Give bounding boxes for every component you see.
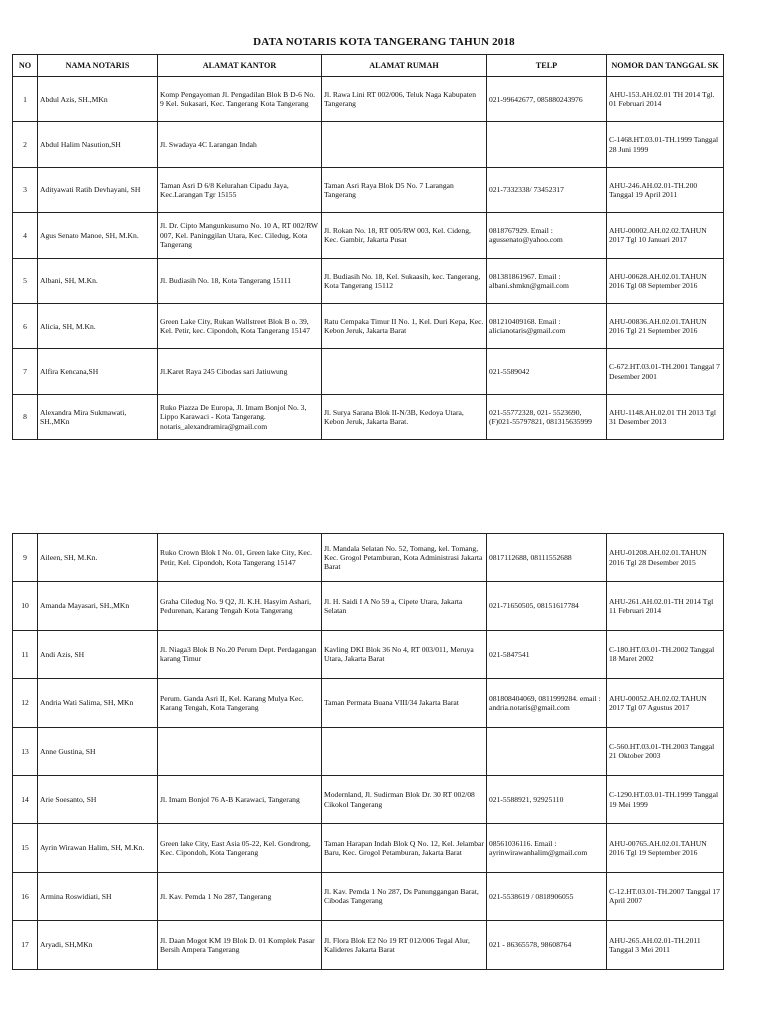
cell-alamat-kantor: Ruko Crown Blok I No. 01, Green lake City, Kec. Petir, Kel. Cipondoh, Kota Tangerang 15147 — [158, 534, 322, 582]
cell-nama-notaris: Armina Roswidiati, SH — [38, 872, 158, 920]
table-row — [13, 921, 724, 969]
cell-alamat-kantor: Jl.Karet Raya 245 Cibodas sari Jatiuwung — [158, 349, 322, 394]
cell-nomor-tanggal-sk: AHU-1148.AH.02.01 TH 2013 Tgl 31 Desember 2013 — [607, 394, 724, 439]
cell-alamat-kantor: Jl. Niaga3 Blok B No.20 Perum Dept. Perdagangan karang Timur — [158, 630, 322, 678]
cell-alamat-rumah: Jl. Rawa Lini RT 002/006, Teluk Naga Kabupaten Tangerang — [322, 77, 487, 122]
header-alamat-rumah: ALAMAT RUMAH — [322, 55, 487, 77]
cell-alamat-kantor: Jl. Imam Bonjol 76 A-B Karawaci, Tangerang — [158, 775, 322, 823]
cell-no: 17 — [13, 921, 38, 969]
cell-alamat-kantor: Ruko Piazza De Europa, Jl. Imam Bonjol No. 3, Lippo Karawaci - Kota Tangerang. notaris_alexandramira@gmail.com — [158, 394, 322, 439]
cell-no: 6 — [13, 303, 38, 348]
table-row — [13, 303, 724, 348]
table-row — [13, 534, 724, 582]
cell-no: 10 — [13, 582, 38, 630]
cell-no: 11 — [13, 630, 38, 678]
cell-telp: 081210409168. Email : alicianotaris@gmail.com — [487, 303, 607, 348]
cell-alamat-kantor: Green lake City, East Asia 05-22, Kel. Gondrong, Kec. Cipondoh, Kota Tangerang — [158, 824, 322, 872]
cell-no: 2 — [13, 122, 38, 167]
cell-alamat-rumah: Jl. Rokan No. 18, RT 005/RW 003, Kel. Cideng, Kec. Gambir, Jakarta Pusat — [322, 213, 487, 258]
cell-nomor-tanggal-sk: C-12.HT.03.01-TH.2007 Tanggal 17 April 2007 — [607, 872, 724, 920]
cell-telp: 021 - 86365578, 98608764 — [487, 921, 607, 969]
cell-nomor-tanggal-sk: C-672.HT.03.01-TH.2001 Tanggal 7 Desember 2001 — [607, 349, 724, 394]
cell-nomor-tanggal-sk: AHU-153.AH.02.01 TH 2014 Tgl. 01 Februari 2014 — [607, 77, 724, 122]
document-title: DATA NOTARIS KOTA TANGERANG TAHUN 2018 — [253, 36, 515, 48]
cell-no: 3 — [13, 167, 38, 212]
cell-nama-notaris: Andria Wati Salima, SH, MKn — [38, 679, 158, 727]
table-header-row — [13, 55, 724, 77]
table-row — [13, 213, 724, 258]
cell-telp — [487, 122, 607, 167]
cell-alamat-rumah: Taman Harapan Indah Blok Q No. 12, Kel. Jelambar Baru, Kec. Grogol Petamburan, Jakarta Barat — [322, 824, 487, 872]
cell-telp: 081381861967. Email : albani.shmkn@gmail.com — [487, 258, 607, 303]
cell-nomor-tanggal-sk: C-180.HT.03.01-TH.2002 Tanggal 18 Maret 2002 — [607, 630, 724, 678]
table-row — [13, 679, 724, 727]
cell-alamat-rumah: Jl. H. Saidi I A No 59 a, Cipete Utara, Jakarta Selatan — [322, 582, 487, 630]
cell-no: 16 — [13, 872, 38, 920]
cell-nama-notaris: Anne Gustina, SH — [38, 727, 158, 775]
cell-no: 13 — [13, 727, 38, 775]
cell-alamat-rumah: Ratu Cempaka Timur II No. 1, Kel. Duri Kepa, Kec. Kebon Jeruk, Jakarta Barat — [322, 303, 487, 348]
cell-alamat-kantor: Jl. Swadaya 4C Larangan Indah — [158, 122, 322, 167]
cell-nama-notaris: Aileen, SH, M.Kn. — [38, 534, 158, 582]
cell-no: 15 — [13, 824, 38, 872]
cell-no: 4 — [13, 213, 38, 258]
cell-nomor-tanggal-sk: C-1468.HT.03.01-TH.1999 Tanggal 28 Juni 1999 — [607, 122, 724, 167]
cell-no: 8 — [13, 394, 38, 439]
cell-alamat-kantor: Jl. Dr. Cipto Mangunkusumo No. 10 A, RT 002/RW 007, Kel. Paninggilan Utara, Kec. Ciledug, Kota Tangerang — [158, 213, 322, 258]
cell-nama-notaris: Alfira Kencana,SH — [38, 349, 158, 394]
cell-telp: 0818767929. Email : agussenato@yahoo.com — [487, 213, 607, 258]
cell-nama-notaris: Andi Azis, SH — [38, 630, 158, 678]
cell-alamat-kantor: Jl. Budiasih No. 18, Kota Tangerang 15111 — [158, 258, 322, 303]
cell-nomor-tanggal-sk: AHU-00836.AH.02.01.TAHUN 2016 Tgl 21 September 2016 — [607, 303, 724, 348]
cell-nama-notaris: Arie Soesanto, SH — [38, 775, 158, 823]
cell-telp: 021-5847541 — [487, 630, 607, 678]
table-row — [13, 122, 724, 167]
cell-alamat-kantor: Graha Ciledug No. 9 Q2, Jl. K.H. Hasyim Ashari, Pedurenan, Karang Tengah Kota Tangerang — [158, 582, 322, 630]
cell-alamat-rumah: Jl. Surya Sarana Blok II-N/3B, Kedoya Utara, Kebon Jeruk, Jakarta Barat. — [322, 394, 487, 439]
cell-nomor-tanggal-sk: AHU-00002.AH.02.02.TAHUN 2017 Tgl 10 Januari 2017 — [607, 213, 724, 258]
cell-alamat-rumah — [322, 349, 487, 394]
cell-nama-notaris: Abdul Azis, SH.,MKn — [38, 77, 158, 122]
table-row — [13, 349, 724, 394]
cell-alamat-rumah: Taman Permata Buana VIII/34 Jakarta Barat — [322, 679, 487, 727]
cell-telp: 021-5588921, 92925110 — [487, 775, 607, 823]
cell-nomor-tanggal-sk: AHU-00765.AH.02.01.TAHUN 2016 Tgl 19 September 2016 — [607, 824, 724, 872]
cell-nama-notaris: Agus Senato Manoe, SH, M.Kn. — [38, 213, 158, 258]
cell-alamat-rumah: Jl. Budiasih No. 18, Kel. Sukaasih, kec. Tangerang, Kota Tangerang 15112 — [322, 258, 487, 303]
table-row — [13, 582, 724, 630]
cell-alamat-rumah — [322, 727, 487, 775]
cell-alamat-rumah: Modernland, Jl. Sudirman Blok Dr. 30 RT 002/08 Cikokol Tangerang — [322, 775, 487, 823]
cell-no: 1 — [13, 77, 38, 122]
table-row — [13, 775, 724, 823]
cell-alamat-rumah: Jl. Mandala Selatan No. 52, Tomang, kel. Tomang, Kec. Grogol Petamburan, Kota Administrasi Jakarta Barat — [322, 534, 487, 582]
cell-nama-notaris: Abdul Halim Nasution,SH — [38, 122, 158, 167]
cell-alamat-kantor: Jl. Kav. Pemda 1 No 287, Tangerang — [158, 872, 322, 920]
cell-no: 9 — [13, 534, 38, 582]
cell-alamat-rumah: Jl. Flora Blok E2 No 19 RT 012/006 Tegal Alur, Kalideres Jakarta Barat — [322, 921, 487, 969]
notary-table-part-1 — [12, 54, 724, 440]
cell-alamat-rumah: Taman Asri Raya Blok D5 No. 7 Larangan Tangerang — [322, 167, 487, 212]
cell-no: 14 — [13, 775, 38, 823]
notary-table-part-2 — [12, 533, 724, 970]
table-row — [13, 872, 724, 920]
cell-no: 5 — [13, 258, 38, 303]
cell-alamat-kantor: Perum. Ganda Asri II, Kel. Karang Mulya Kec. Karang Tengah, Kota Tangerang — [158, 679, 322, 727]
cell-alamat-kantor: Green Lake City, Rukan Wallstreet Blok B o. 39, Kel. Petir, kec. Cipondoh, Kota Tangerang 15147 — [158, 303, 322, 348]
table-row — [13, 727, 724, 775]
table-row — [13, 824, 724, 872]
cell-telp: 021-99642677, 085880243976 — [487, 77, 607, 122]
cell-no: 7 — [13, 349, 38, 394]
table-row — [13, 630, 724, 678]
header-alamat-kantor: ALAMAT KANTOR — [158, 55, 322, 77]
header-nama-notaris: NAMA NOTARIS — [38, 55, 158, 77]
header-nomor-tanggal-sk: NOMOR DAN TANGGAL SK — [607, 55, 724, 77]
cell-telp: 021-55772328, 021- 5523690, (F)021-55797821, 081315635999 — [487, 394, 607, 439]
cell-nama-notaris: Adityawati Ratih Devhayani, SH — [38, 167, 158, 212]
header-telp: TELP — [487, 55, 607, 77]
cell-nomor-tanggal-sk: AHU-261.AH.02.01-TH 2014 Tgl 11 Februari 2014 — [607, 582, 724, 630]
cell-no: 12 — [13, 679, 38, 727]
header-no: NO — [13, 55, 38, 77]
cell-nama-notaris: Amanda Mayasari, SH.,MKn — [38, 582, 158, 630]
table-row — [13, 258, 724, 303]
cell-telp — [487, 727, 607, 775]
cell-nama-notaris: Alexandra Mira Sukmawati, SH.,MKn — [38, 394, 158, 439]
cell-alamat-kantor — [158, 727, 322, 775]
cell-alamat-rumah: Jl. Kav. Pemda 1 No 287, Ds Panunggangan Barat, Cibodas Tangerang — [322, 872, 487, 920]
cell-telp: 08561036116. Email : ayrinwirawanhalim@gmail.com — [487, 824, 607, 872]
cell-nomor-tanggal-sk: AHU-246.AH.02.01-TH.200 Tanggal 19 April 2011 — [607, 167, 724, 212]
cell-nomor-tanggal-sk: AHU-00628.AH.02.01.TAHUN 2016 Tgl 08 September 2016 — [607, 258, 724, 303]
cell-nomor-tanggal-sk: C-560.HT.03.01-TH.2003 Tanggal 21 Oktober 2003 — [607, 727, 724, 775]
table-row — [13, 77, 724, 122]
cell-nama-notaris: Albani, SH, M.Kn. — [38, 258, 158, 303]
cell-nomor-tanggal-sk: C-1290.HT.03.01-TH.1999 Tanggal 19 Mei 1999 — [607, 775, 724, 823]
cell-alamat-kantor: Taman Asri D 6/8 Kelurahan Cipadu Jaya, Kec.Larangan Tgr 15155 — [158, 167, 322, 212]
table-row — [13, 167, 724, 212]
cell-alamat-kantor: Jl. Daan Mogot KM 19 Blok D. 01 Komplek Pasar Bersih Ampera Tangerang — [158, 921, 322, 969]
cell-nomor-tanggal-sk: AHU-01208.AH.02.01.TAHUN 2016 Tgl 28 Desember 2015 — [607, 534, 724, 582]
cell-alamat-rumah: Kavling DKI Blok 36 No 4, RT 003/011, Meruya Utara, Jakarta Barat — [322, 630, 487, 678]
cell-telp: 0817112688, 08111552688 — [487, 534, 607, 582]
cell-telp: 021-71650505, 08151617784 — [487, 582, 607, 630]
cell-nomor-tanggal-sk: AHU-00052.AH.02.02.TAHUN 2017 Tgl 07 Agustus 2017 — [607, 679, 724, 727]
cell-nomor-tanggal-sk: AHU-265.AH.02.01-TH.2011 Tanggal 3 Mei 2011 — [607, 921, 724, 969]
cell-telp: 021-7332338/ 73452317 — [487, 167, 607, 212]
cell-alamat-kantor: Komp Pengayoman Jl. Pengadilan Blok B D-6 No. 9 Kel. Sukasari, Kec. Tangerang Kota Tangerang — [158, 77, 322, 122]
cell-nama-notaris: Ayrin Wirawan Halim, SH, M.Kn. — [38, 824, 158, 872]
table-row — [13, 394, 724, 439]
cell-telp: 021-5589042 — [487, 349, 607, 394]
cell-nama-notaris: Aryadi, SH,MKn — [38, 921, 158, 969]
cell-telp: 021-5538619 / 0818906055 — [487, 872, 607, 920]
cell-alamat-rumah — [322, 122, 487, 167]
cell-telp: 081808404069, 0811999284. email : andria.notaris@gmail.com — [487, 679, 607, 727]
cell-nama-notaris: Alicia, SH, M.Kn. — [38, 303, 158, 348]
